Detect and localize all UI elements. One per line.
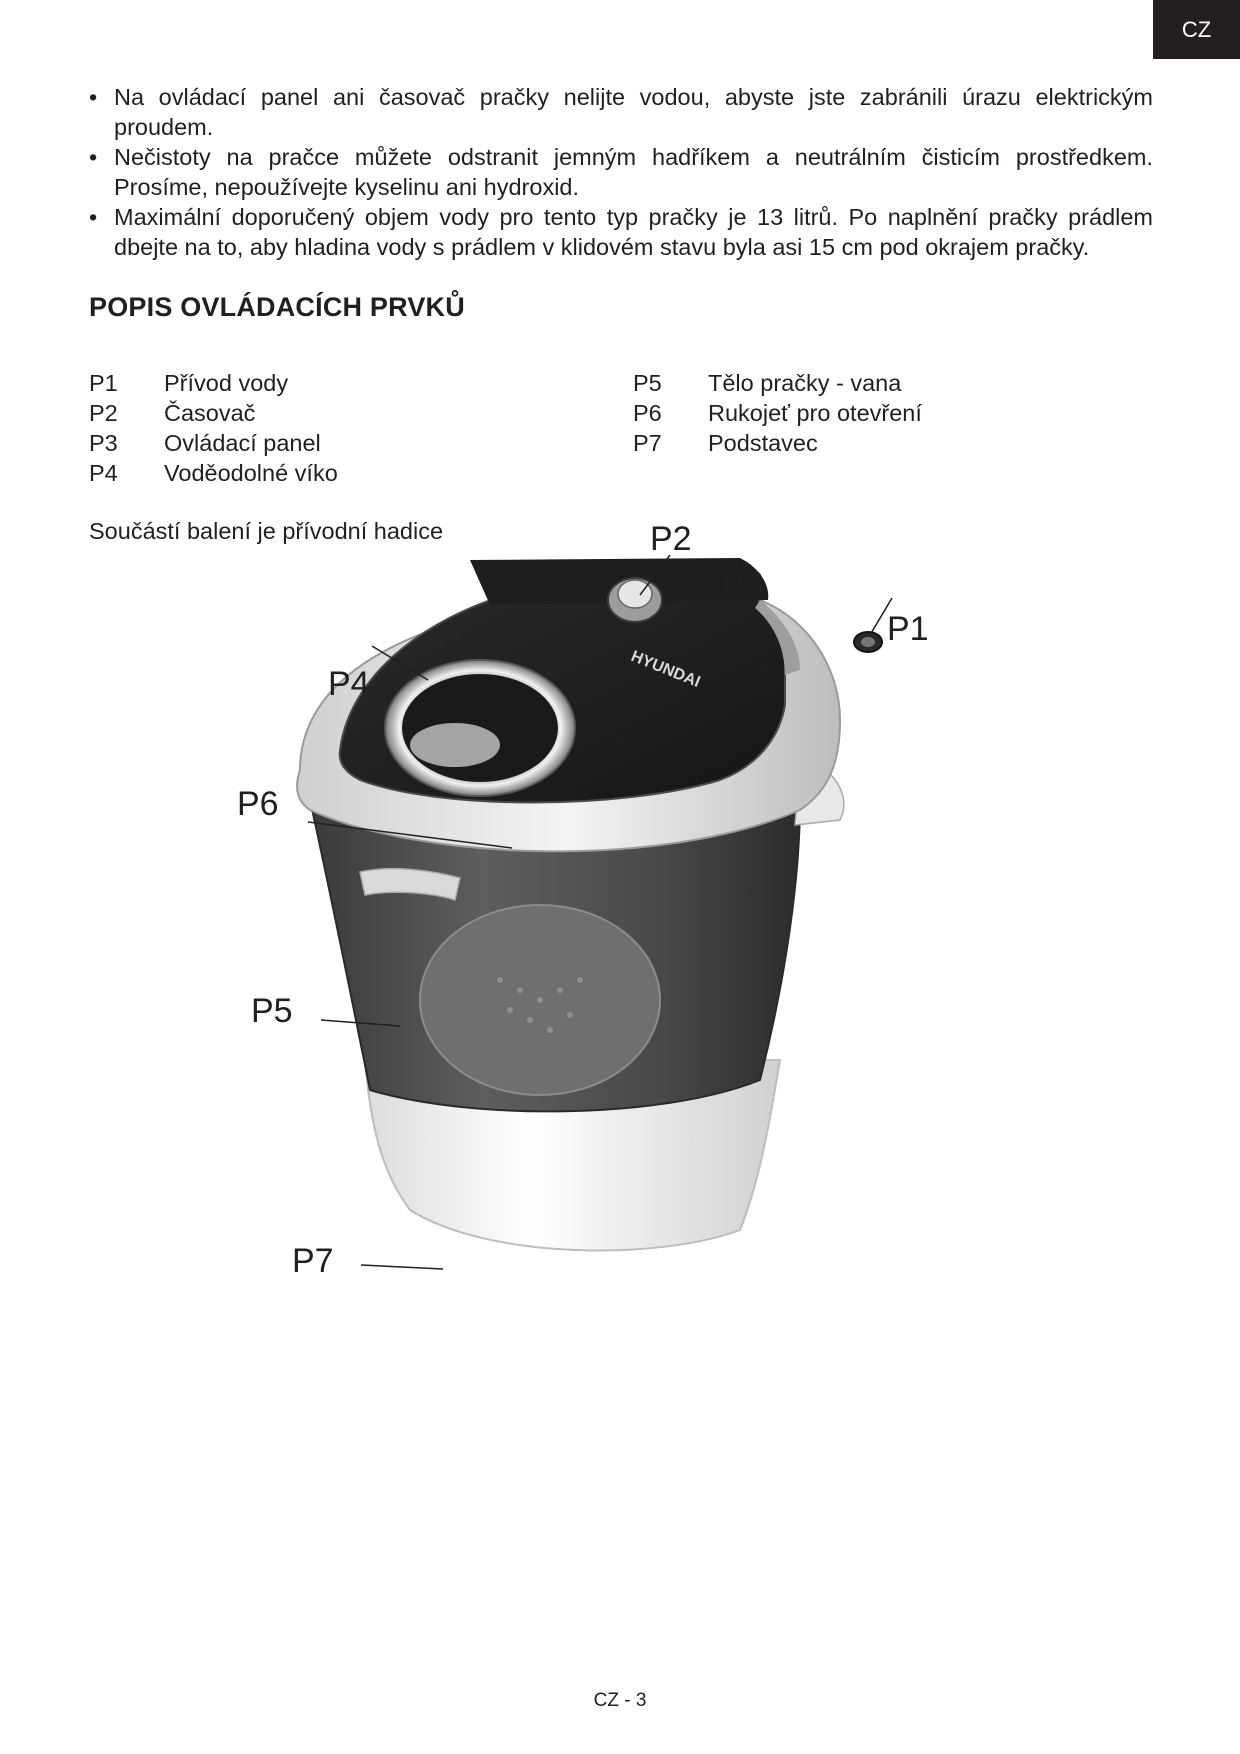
part-row: [89, 368, 338, 398]
water-inlet: [854, 632, 882, 652]
part-row: [633, 398, 922, 428]
part-code: P1: [89, 370, 118, 396]
callout-label: P4: [328, 665, 370, 703]
lid-window: [385, 660, 575, 796]
part-code: P4: [89, 460, 118, 486]
callout-label: P5: [251, 992, 293, 1030]
parts-list-left: [89, 368, 338, 488]
part-code: P2: [89, 400, 118, 426]
part-name: Voděodolné víko: [164, 460, 338, 486]
timer-knob: [608, 578, 662, 622]
callout-label: P3: [722, 565, 764, 603]
bullet-item: [89, 142, 1153, 202]
brand-logo: HYUNDAI: [628, 647, 703, 692]
part-name: Tělo pračky - vana: [708, 370, 902, 396]
part-row: [89, 428, 338, 458]
section-heading: POPIS OVLÁDACÍCH PRVKŮ: [89, 292, 465, 322]
part-name: Přívod vody: [164, 370, 289, 396]
callout-label: P2: [650, 520, 692, 558]
bullet-marker: •: [89, 84, 98, 110]
safety-bullet-list: [89, 82, 1153, 262]
parts-list-right: [633, 368, 922, 458]
part-code: P6: [633, 400, 662, 426]
bullet-marker: •: [89, 204, 98, 230]
bullet-marker: •: [89, 144, 98, 170]
bullet-text: Nečistoty na pračce můžete odstranit jemným hadříkem a neutrálním čisticím prostředkem. Prosíme, nepoužívejte kyselinu ani hydroxid.: [114, 144, 1153, 200]
part-name: Rukojeť pro otevření: [708, 400, 922, 426]
part-row: [633, 368, 922, 398]
lid-open-handle: [410, 723, 500, 767]
part-code: P5: [633, 370, 662, 396]
bullet-item: [89, 82, 1153, 142]
bullet-text: Na ovládací panel ani časovač pračky nelijte vodou, abyste jste zabránili úrazu elektrickým proudem.: [114, 84, 1153, 140]
language-tab: CZ: [1153, 0, 1240, 59]
part-name: Ovládací panel: [164, 430, 321, 456]
callout-p7: [292, 1242, 443, 1280]
bullet-text: Maximální doporučený objem vody pro tento typ pračky je 13 litrů. Po naplnění pračky prádlem dbejte na to, aby hladina vody s prádlem v klidovém stavu byla asi 15 cm pod okrajem pračky.: [114, 204, 1153, 260]
part-name: Časovač: [164, 400, 256, 426]
part-code: P7: [633, 430, 662, 456]
part-name: Podstavec: [708, 430, 818, 456]
part-row: [89, 398, 338, 428]
bullet-item: [89, 202, 1153, 262]
page-number: CZ - 3: [593, 1690, 647, 1711]
callout-label: P1: [887, 610, 929, 648]
package-note: Součástí balení je přívodní hadice: [89, 518, 444, 544]
callout-label: P7: [292, 1242, 334, 1280]
part-row: [633, 428, 922, 458]
callout-label: P6: [237, 785, 279, 823]
part-row: [89, 458, 338, 488]
part-code: P3: [89, 430, 118, 456]
